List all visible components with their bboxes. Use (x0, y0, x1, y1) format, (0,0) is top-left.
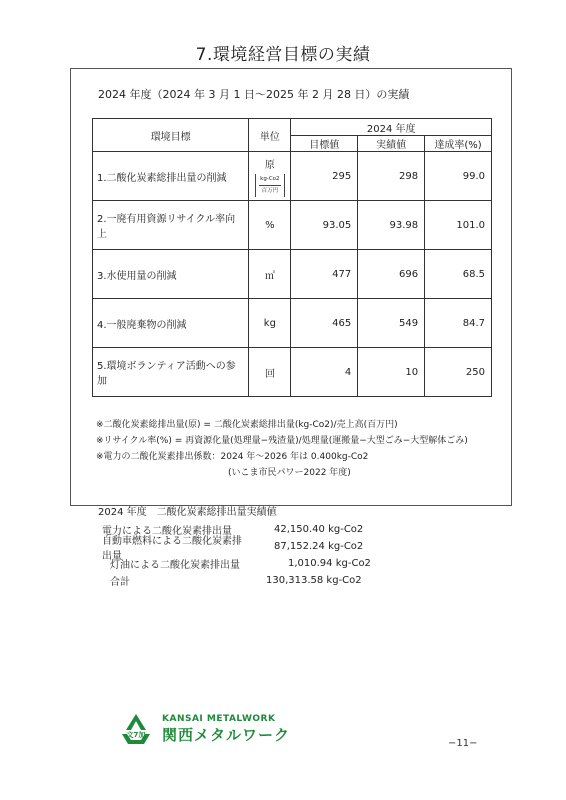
summary-value: 130,313.58 kg-Co2 (266, 575, 362, 586)
summary-label: 電力による二酸化炭素排出量 (102, 526, 232, 537)
summary-label: 灯油による二酸化炭素排出量 (110, 560, 240, 571)
header-rate: 達成率(%) (425, 136, 492, 152)
period-heading: 2024 年度（2024 年 3 月 1 日〜2025 年 2 月 28 日）の実績 (98, 88, 410, 101)
actual-cell: 549 (358, 299, 425, 348)
unit-cell: 回 (249, 348, 291, 397)
summary-row (98, 572, 428, 589)
goal-cell: 3.水使用量の削減 (93, 250, 249, 299)
rate-cell: 250 (425, 348, 492, 397)
goal-cell: 5.環境ボランティア活動への参加 (93, 348, 249, 397)
company-logo (118, 712, 290, 746)
summary-label: 合計 (110, 577, 130, 588)
target-cell: 4 (291, 348, 358, 397)
table-row (93, 201, 492, 250)
note-item: ※リサイクル率(%) = 再資源化量(処理量−残渣量)/処理量(運搬量−大型ごみ−大型解体ごみ) (96, 436, 468, 446)
unit-denominator: 百万円 (261, 187, 279, 194)
unit-fraction (255, 174, 285, 197)
header-goal: 環境目標 (93, 119, 249, 152)
target-cell: 295 (291, 152, 358, 201)
header-year: 2024 年度 (291, 119, 492, 136)
unit-cell: % (249, 201, 291, 250)
logo-text-en: KANSAI METALWORK (162, 713, 276, 724)
header-target: 目標値 (291, 136, 358, 152)
unit-cell: ㎥ (249, 250, 291, 299)
unit-numerator: kg-Co2 (260, 175, 280, 182)
summary-list (98, 521, 428, 589)
table-row (93, 250, 492, 299)
table-row (93, 152, 492, 201)
goal-cell: 2.一廃有用資源リサイクル率向上 (93, 201, 249, 250)
summary-value: 1,010.94 kg-Co2 (288, 558, 371, 569)
header-actual: 実績値 (358, 136, 425, 152)
table-row (93, 299, 492, 348)
target-cell: 465 (291, 299, 358, 348)
rate-cell: 99.0 (425, 152, 492, 201)
actual-cell: 696 (358, 250, 425, 299)
summary-title: 2024 年度 二酸化炭素総排出量実績値 (98, 507, 277, 518)
recycle-logo-icon (118, 712, 154, 746)
rate-cell: 101.0 (425, 201, 492, 250)
goal-cell: 1.二酸化炭素総排出量の削減 (93, 152, 249, 201)
summary-row (98, 535, 428, 562)
actual-cell: 10 (358, 348, 425, 397)
logo-text-jp: 関西メタルワーク (162, 725, 291, 744)
page-number: −11− (448, 738, 478, 749)
summary-row (98, 555, 428, 572)
unit-cell (249, 152, 291, 201)
rate-cell: 68.5 (425, 250, 492, 299)
note-item: (いこま市民パワー2022 年度) (228, 468, 351, 478)
actual-cell: 93.98 (358, 201, 425, 250)
target-cell: 93.05 (291, 201, 358, 250)
header-unit: 単位 (249, 119, 291, 152)
unit-cell: kg (249, 299, 291, 348)
goal-cell: 4.一般廃棄物の削減 (93, 299, 249, 348)
summary-value: 87,152.24 kg-Co2 (274, 541, 364, 552)
summary-label: 自動車燃料による二酸化炭素排出量 (102, 535, 242, 562)
logo-mark-text: 文7加 (126, 731, 146, 739)
summary-value: 42,150.40 kg-Co2 (274, 524, 364, 535)
unit-label: 原 (264, 159, 275, 171)
goals-table (92, 118, 492, 397)
actual-cell: 298 (358, 152, 425, 201)
notes (96, 417, 468, 481)
note-item: ※電力の二酸化炭素排出係数：2024 年〜2026 年は 0.400kg-Co2 (96, 452, 369, 462)
note-item: ※二酸化炭素総排出量(原) = 二酸化炭素総排出量(kg-Co2)/売上高(百万円) (96, 420, 398, 430)
table-row (93, 348, 492, 397)
rate-cell: 84.7 (425, 299, 492, 348)
page-title: 7.環境経営目標の実績 (195, 45, 371, 65)
target-cell: 477 (291, 250, 358, 299)
